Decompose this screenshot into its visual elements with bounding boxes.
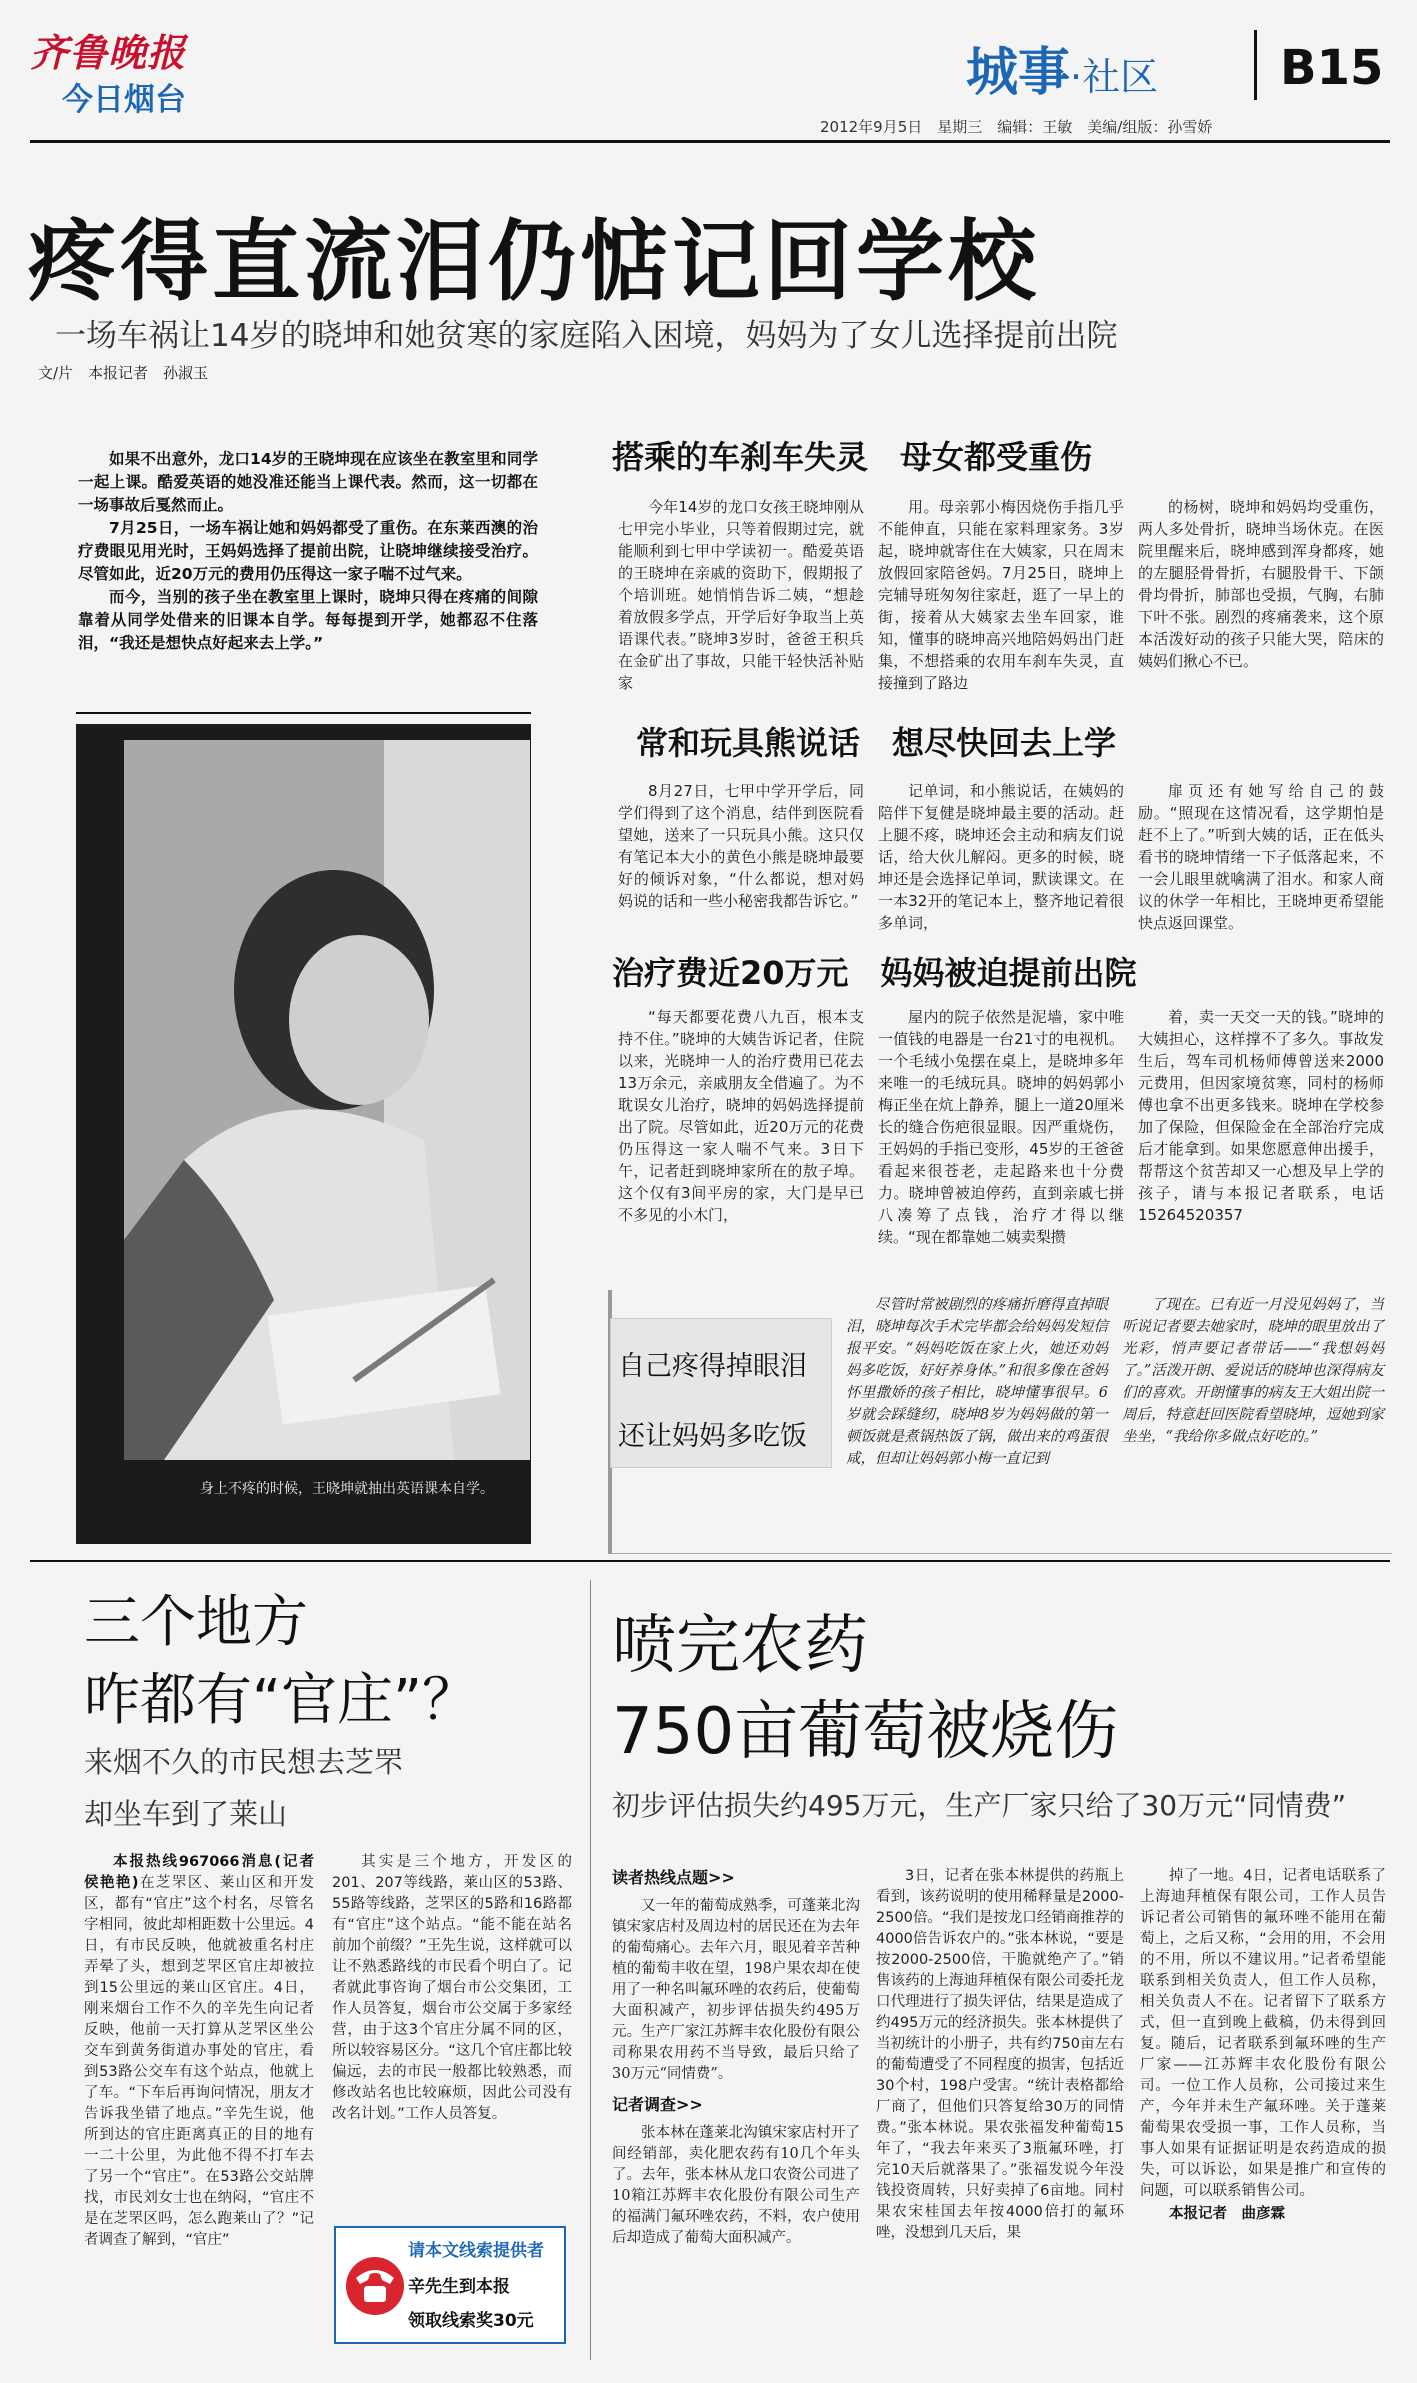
section3-col3: 着，卖一天交一天的钱。”晓坤的大姨担心，这样撑不了多久。事故发生后，驾车司机杨师傅曾送来2000元费用，但因家境贫寒，同村的杨师傅也拿不出更多钱来。晓坤在学校参加了保险，但保险金在全部治疗完成后才能拿到。如果您愿意伸出援手，帮帮这个贫苦却又一心想及早上学的孩子，请与本报记者联系，电话15264520357 xyxy=(1138,1008,1384,1224)
story2-headline-line1: 三个地方 xyxy=(84,1590,308,1655)
intro-rule xyxy=(76,712,531,714)
section1-col2: 用。母亲郭小梅因烧伤手指几乎不能伸直，只能在家料理家务。3岁起，晓坤就寄住在大姨家，只在周末放假回家陪爸妈。7月25日，晓坤上完辅导班匆匆往家赶，逛了一早上的街，接着从大姨家去坐车回家，谁知，懂事的晓坤高兴地陪妈妈出门赶集，不想搭乘的农用车刹车失灵，直接撞到了路边 xyxy=(878,498,1124,692)
reward-box xyxy=(334,2226,566,2344)
story3-col1 xyxy=(612,1866,860,2356)
reward-line1: 请本文线索提供者 xyxy=(408,2241,544,2261)
date-line: 2012年9月5日 星期三 编辑：王敏 美编/组版：孙雪娇 xyxy=(820,118,1213,136)
masthead-divider-vertical xyxy=(1254,30,1257,100)
sidebar-col2: 了现在。已有近一月没见妈妈了，当听说记者要去她家时，晓坤的眼里放出了光彩，悄声要记者带话——“我想妈妈了。”活泼开朗、爱说话的晓坤也深得病友们的喜欢。开朗懂事的病友王大姐出院一周后，特意赶回医院看望晓坤，逗她到家坐坐，“我给你多做点好吃的。” xyxy=(1122,1297,1384,1445)
lead-deck: 一场车祸让14岁的晓坤和她贫寒的家庭陷入困境，妈妈为了女儿选择提前出院 xyxy=(55,318,1118,354)
story3-byline: 本报记者 曲彦霖 xyxy=(1169,2206,1285,2222)
story3-col1b: 张本林在蓬莱北沟镇宋家店村开了间经销部，卖化肥农药有10几个年头了。去年，张本林从龙口农资公司进了10箱江苏辉丰农化股份有限公司生产的福满门氟环唑农药，不料，农户使用后却造成了葡萄大面积减产。 xyxy=(612,2125,860,2246)
masthead xyxy=(0,0,1417,136)
story2-deck-line2: 却坐车到了莱山 xyxy=(84,1797,288,1831)
story2-col2: 其实是三个地方，开发区的201、207等线路，莱山区的53路、55路等线路，芝罘区的5路和16路都有“官庄”这个站点。“能不能在站名前加个前缀？”王先生说，这样就可以让不熟悉路线的市民看个明白了。记者就此事咨询了烟台市公交集团，工作人员答复，烟台市公交属于多家经营，由于这3个官庄分属不同的区，所以较容易区分。“这几个官庄都比较偏远，去的市民一般都比较熟悉，而修改站名也比较麻烦，因此公司没有改名计划。”工作人员答复。 xyxy=(332,1854,572,2122)
section-title xyxy=(966,30,1158,105)
photo-caption: 身上不疼的时候，王晓坤就抽出英语课本自学。 xyxy=(200,1481,494,1497)
student-photo-illustration xyxy=(124,740,530,1460)
lead-byline: 文/片 本报记者 孙淑玉 xyxy=(38,364,209,382)
sidebar-quote-line2: 还让妈妈多吃饭 xyxy=(618,1421,807,1452)
lower-column-divider xyxy=(590,1580,591,2360)
student-photo xyxy=(124,740,530,1460)
paper-logo: 齐鲁晚报 xyxy=(30,30,187,75)
section2-title: 常和玩具熊说话 想尽快回去上学 xyxy=(636,724,1117,762)
story2-headline-line2: 咋都有“官庄”？ xyxy=(84,1668,479,1733)
story3-headline-line1: 喷完农药 xyxy=(612,1609,868,1683)
section3-col2: 屋内的院子依然是泥墙，家中唯一值钱的电器是一台21寸的电视机。一个毛绒小兔摆在桌上，是晓坤多年来唯一的毛绒玩具。晓坤的妈妈郭小梅正坐在炕上静养，腿上一道20厘米长的缝合伤疤很显眼。因严重烧伤，王妈妈的手指已变形，45岁的王爸爸看起来很苍老，走起路来也十分费力。晓坤曾被迫停药，直到亲戚七拼八凑筹了点钱，治疗才得以继续。“现在都靠她二姨卖梨攒 xyxy=(878,1008,1124,1246)
section1-title: 搭乘的车刹车失灵 母女都受重伤 xyxy=(612,438,1093,476)
story2-paragraph xyxy=(84,1852,329,2251)
lead-intro xyxy=(78,448,538,698)
story2-byline: 本报热线967066消息(记者 侯艳艳) xyxy=(84,1854,329,1891)
section3-col1: “每天都要花费八九百，根本支持不住。”晓坤的大姨告诉记者，住院以来，光晓坤一人的治疗费用已花去13万余元，亲戚朋友全借遍了。为不耽误女儿治疗，晓坤的妈妈选择提前出了院。尽管如此，近20万元的花费仍压得这一家人喘不气来。3日下午，记者赶到晓坤家所在的敖子埠。这个仅有3间平房的家，大门是早已不多见的小木门， xyxy=(618,1008,864,1224)
story2-deck-line1: 来烟不久的市民想去芝罘 xyxy=(84,1745,404,1779)
sidebar-col1: 尽管时常被剧烈的疼痛折磨得直掉眼泪，晓坤每次手术完毕都会给妈妈发短信报平安。“妈妈吃饭在家上火，她还劝妈妈多吃饭，好好养身体。”和很多像在爸妈怀里撒娇的孩子相比，晓坤懂事很早。6岁就会踩缝纫，晓坤8岁为妈妈做的第一顿饭就是煮锅热饭了锅，做出来的鸡蛋很咸，但却让妈妈郭小梅一直记到 xyxy=(846,1297,1108,1467)
masthead-rule xyxy=(30,140,1390,143)
reward-line3: 领取线索奖30元 xyxy=(408,2311,534,2331)
lower-section-rule xyxy=(30,1560,1390,1562)
story3-subhead-hotline: 读者热线点题>> xyxy=(612,1868,735,1887)
phone-icon xyxy=(344,2250,406,2320)
story2-col1-text: 在芝罘区、莱山区和开发区，都有“官庄”这个村名，尽管名字相同，彼此却相距数十公里远。4日，有市民反映，他就被重名村庄弄晕了头，想到芝罘区官庄却被拉到15公里远的莱山区官庄。4日，刚来烟台工作不久的辛先生向记者反映，他前一天打算从芝罘区坐公交车到黄务街道办事处的官庄，看到53路公交车有这个站点，他就上了车。“下车后再询问情况，朋友才告诉我坐错了地点。”辛先生说，他所到达的官庄距离真正的目的地有一二十公里，为此他不得不打车去了另一个“官庄”。在53路公交站牌找，市民刘女士也在纳闷，“官庄不是在芝罘区吗，怎么跑莱山了？”记者调查了解到，“官庄” xyxy=(84,1875,314,2248)
section1-col3: 的杨树，晓坤和妈妈均受重伤，两人多处骨折，晓坤当场休克。在医院里醒来后，晓坤感到浑身都疼，她的左腿胫骨骨折，右腿股骨干、下颌骨均骨折，肺部也受损，气胸，右肺下叶不张。剧烈的疼痛袭来，这个原本活泼好动的孩子只能大哭，陪床的姨妈们揪心不已。 xyxy=(1138,498,1384,670)
story3-subhead-investigation: 记者调查>> xyxy=(612,2095,703,2114)
story3-deck: 初步评估损失约495万元，生产厂家只给了30万元“同情费” xyxy=(612,1789,1347,1822)
page-code: B15 xyxy=(1280,40,1384,96)
section2-col3: 扉页还有她写给自己的鼓励。“照现在这情况看，这学期怕是赶不上了。”听到大姨的话，正在低头看书的晓坤情绪一下子低落起来，不一会儿眼里就噙满了泪水。和家人商议的休学一年相比，王晓坤更希望能快点返回课堂。 xyxy=(1138,782,1384,932)
story3-col3 xyxy=(1140,1866,1386,2356)
reward-line2: 辛先生到本报 xyxy=(408,2277,510,2297)
section3-title: 治疗费近20万元 妈妈被迫提前出院 xyxy=(612,954,1137,992)
section1-col1: 今年14岁的龙口女孩王晓坤刚从七甲完小毕业，只等着假期过完，就能顺利到七甲中学读初一。酷爱英语的王晓坤在亲戚的资助下，假期报了个培训班。她悄悄告诉二姨，“想趁着放假多学点，开学后好争取当上英语课代表。”晓坤3岁时，爸爸王积兵在金矿出了事故，只能干轻快活补贴家 xyxy=(618,498,864,692)
story3-col1a: 又一年的葡萄成熟季，可蓬莱北沟镇宋家店村及周边村的居民还在为去年的葡萄痛心。去年六月，眼见着辛苦种植的葡萄丰收在望，198户果农却在使用了一种名叫氟环唑的农药后，使葡萄大面积减产，初步评估损失约495万元。生产厂家江苏辉丰农化股份有限公司称果农用药不当导致，最后只给了30万元“同情费”。 xyxy=(612,1898,860,2082)
edition-name: 今日烟台 xyxy=(62,82,186,118)
section2-col1: 8月27日，七甲中学开学后，同学们得到了这个消息，结伴到医院看望她，送来了一只玩具小熊。这只仅有笔记本大小的黄色小熊是晓坤最要好的倾诉对象，“什么都说，想对妈妈说的话和一些小秘密我都告诉它。” xyxy=(618,782,864,910)
section-main: 城事 xyxy=(966,43,1071,103)
section-sub: ·社区 xyxy=(1070,55,1159,99)
lead-intro-paragraph: 如果不出意外，龙口14岁的王晓坤现在应该坐在教室里和同学一起上课。酷爱英语的她没准还能当上课代表。然而，这一切都在一场事故后戛然而止。 xyxy=(78,450,538,514)
lead-headline: 疼得直流泪仍惦记回学校 xyxy=(28,210,1041,313)
sidebar-quote-line1: 自己疼得掉眼泪 xyxy=(618,1351,807,1382)
story2-col1 xyxy=(84,1852,329,2352)
story3-col2: 3日，记者在张本林提供的药瓶上看到，该药说明的使用稀释量是2000-2500倍。“我们是按龙口经销商推荐的4000倍告诉农户的。”张本林说，“要是按2000-2500倍，干脆就绝产了。”销售该药的上海迪拜植保有限公司委托龙口代理进行了损失评估，结果是造成了约495万元的经济损失。张本林提供了当初统计的小册子，共有约750亩左右的葡萄遭受了不同程度的损害，包括近30个村，198户受害。“统计表格都给厂商了，但他们只答复给30万的同情费。”张本林说。果农张福发种葡萄15年了，“我去年来买了3瓶氟环唑，打完10天后就落果了。”张福发说今年没钱投资周转，只好卖掉了6亩地。同村果农宋桂国去年按4000倍打的氟环唑，没想到几天后，果 xyxy=(876,1868,1124,2241)
story3-col3-text: 掉了一地。4日，记者电话联系了上海迪拜植保有限公司，工作人员告诉记者公司销售的氟环唑不能用在葡萄上，之后又称，“会用的用，不会用的不用，所以不建议用。”记者希望能联系到相关负责人，但工作人员称，相关负责人不在。记者留下了联系方式，但一直到晚上截稿，仍未得到回复。随后，记者联系到氟环唑的生产厂家——江苏辉丰农化股份有限公司。一位工作人员称，公司接过来生产，今年并未生产氟环唑。关于蓬莱葡萄果农受损一事，工作人员称，当事人如果有证据证明是农药造成的损失，可以诉讼，如果是推广和宣传的问题，可以联系销售公司。 xyxy=(1140,1868,1386,2199)
lead-intro-paragraph: 7月25日，一场车祸让她和妈妈都受了重伤。在东莱西澳的治疗费眼见用光时，王妈妈选择了提前出院，让晓坤继续接受治疗。尽管如此，近20万元的费用仍压得这一家子喘不过气来。 xyxy=(78,519,538,583)
lead-intro-paragraph: 而今，当别的孩子坐在教室里上课时，晓坤只得在疼痛的间隙靠着从同学处借来的旧课本自学。每每提到开学，她都忍不住落泪，“我还是想快点好起来去上学。” xyxy=(78,588,538,652)
section2-col2: 记单词，和小熊说话，在姨妈的陪伴下复健是晓坤最主要的活动。赶上腿不疼，晓坤还会主动和病友们说话，给大伙儿解闷。更多的时候，晓坤还是会选择记单词，默读课文。在一本32开的笔记本上，整齐地记着很多单词， xyxy=(878,782,1124,932)
story3-headline-line2: 750亩葡萄被烧伤 xyxy=(612,1695,1119,1769)
